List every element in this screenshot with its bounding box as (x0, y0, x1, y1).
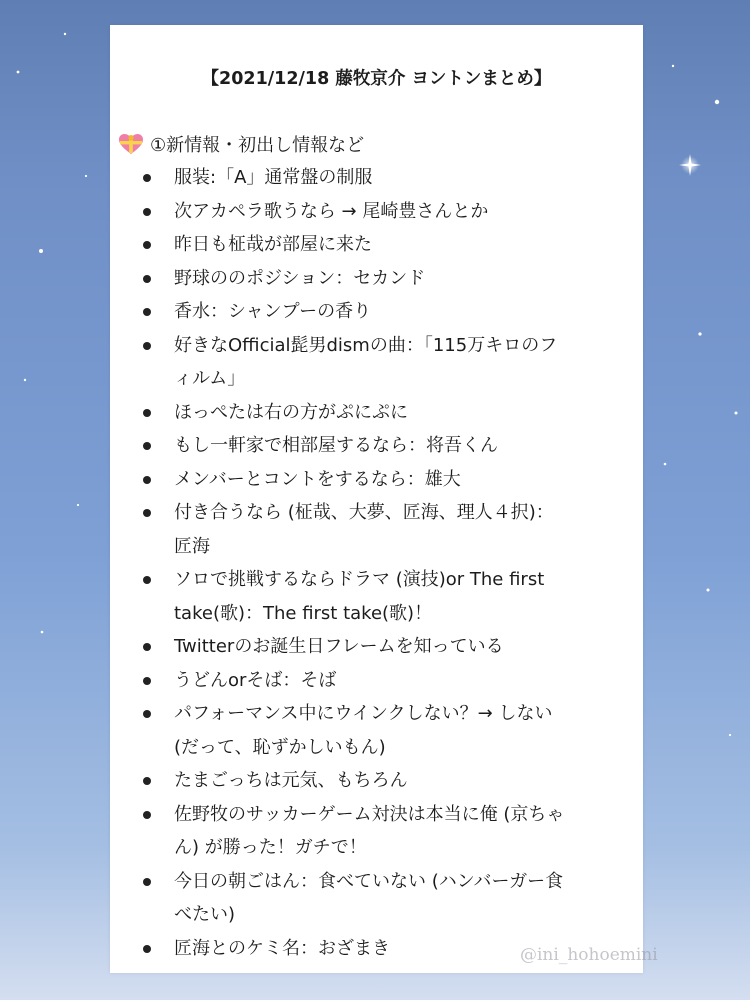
list-item (110, 496, 643, 563)
list-item-text: 付き合うなら (柾哉、大夢、匠海、理人４択)： (174, 502, 554, 523)
bullet-icon (143, 945, 151, 953)
list-item-text: べたい) (174, 904, 236, 925)
bullet-icon (143, 509, 151, 517)
list-item-text: たまごっちは元気、もちろん (174, 770, 408, 791)
bullet-icon (143, 643, 151, 651)
list-item (110, 195, 643, 229)
list-item-text: うどんorそば：そば (174, 669, 337, 691)
list-item-text: パフォーマンス中にウインクしない？→ しない (174, 703, 553, 724)
list-item-text: 昨日も柾哉が部屋に来た (174, 234, 372, 255)
bullet-icon (143, 174, 151, 182)
summary-card (110, 25, 643, 973)
bullet-icon (143, 476, 151, 484)
list-item-text: 服装:「A」通常盤の制服 (174, 167, 373, 188)
list-item-text: ほっぺたは右の方がぷにぷに (174, 401, 408, 423)
bullet-icon (143, 576, 151, 584)
bullet-icon (143, 342, 151, 350)
list-item-text: 香水：シャンプーの香り (174, 301, 372, 322)
bullet-icon (143, 442, 151, 450)
list-item-text: 好きなOfficial髭男dismの曲：「115万キロのフ (174, 334, 558, 356)
list-item (110, 865, 643, 932)
list-item (110, 630, 643, 664)
list-item-text: ソロで挑戦するならドラマ (演技)or The first (174, 569, 545, 590)
bullet-icon (143, 241, 151, 249)
list-item (110, 262, 643, 296)
bullet-icon (143, 677, 151, 685)
list-item-text: 野球ののポジション：セカンド (174, 267, 426, 289)
list-item (110, 697, 643, 764)
list-item-text: (だって、恥ずかしいもん) (174, 736, 386, 758)
section-label: ①新情報・初出し情報など (150, 135, 365, 156)
list-item (110, 429, 643, 463)
list-item (110, 664, 643, 698)
list-item (110, 396, 643, 430)
bullet-icon (143, 878, 151, 886)
list-item-text: 今日の朝ごはん：食べていない (ハンバーガー食 (174, 870, 564, 892)
list-item (110, 463, 643, 497)
list-item-text: 次アカペラ歌うなら → 尾崎豊さんとか (174, 200, 489, 222)
list-item-text: 匠海とのケミ名：おざまき (174, 937, 390, 959)
list-item-text: メンバーとコントをするなら：雄大 (174, 468, 461, 490)
list-item (110, 329, 643, 396)
info-list (110, 161, 643, 965)
bullet-icon (143, 811, 151, 819)
list-item-text: もし一軒家で相部屋するなら：将吾くん (174, 435, 498, 456)
list-item-text: take(歌)：The first take(歌)！ (174, 602, 433, 624)
list-item (110, 764, 643, 798)
list-item (110, 563, 643, 630)
sparkle-icon (679, 154, 701, 176)
list-item-text: Twitterのお誕生日フレームを知っている (174, 636, 504, 657)
bullet-icon (143, 208, 151, 216)
list-item-text: 佐野牧のサッカーゲーム対決は本当に俺 (京ちゃ (174, 803, 565, 825)
heart-gift-icon (118, 133, 144, 155)
list-item (110, 228, 643, 262)
bullet-icon (143, 275, 151, 283)
watermark: @ini_hohoemini (520, 945, 658, 965)
list-item-text: 匠海 (174, 535, 210, 557)
list-item (110, 295, 643, 329)
list-item-text: ん) が勝った！ガチで！ (174, 837, 367, 858)
section-heading (118, 131, 364, 157)
bullet-icon (143, 308, 151, 316)
list-item-text: ィルム」 (174, 368, 246, 389)
bullet-icon (143, 409, 151, 417)
bullet-icon (143, 777, 151, 785)
list-item (110, 161, 643, 195)
list-item (110, 798, 643, 865)
page-title: 【2021/12/18 藤牧京介 ヨントンまとめ】 (201, 69, 552, 89)
bullet-icon (143, 710, 151, 718)
